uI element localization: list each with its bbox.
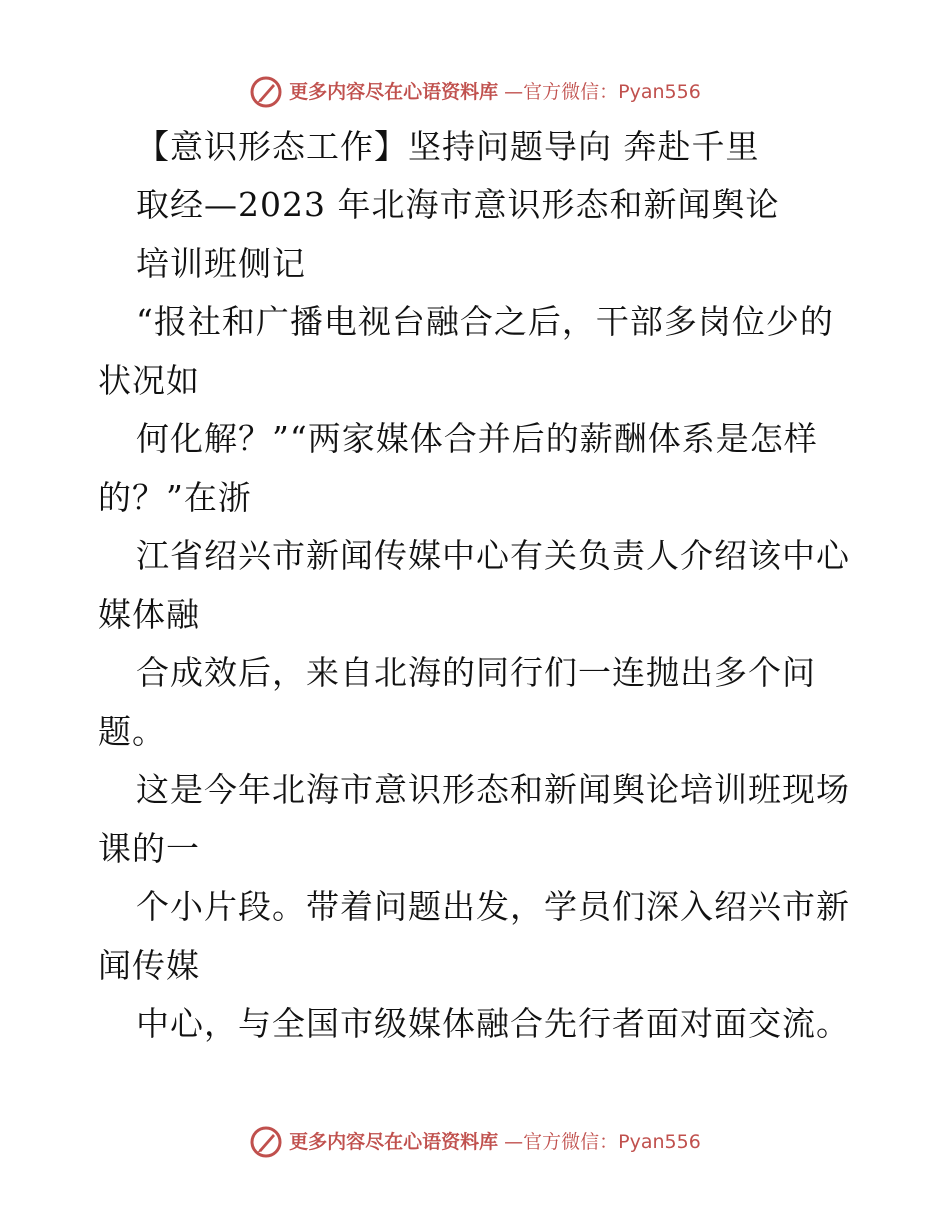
watermark-main-text: 更多内容尽在心语资料库 [289, 81, 499, 103]
body-line: 媒体融 [98, 595, 200, 634]
title-line-1: 【意识形态工作】坚持问题导向 奔赴千里 [136, 127, 760, 166]
watermark-main-text: 更多内容尽在心语资料库 [289, 1131, 499, 1153]
body-line: 状况如 [98, 361, 200, 400]
footer-watermark [0, 1125, 950, 1159]
quill-logo-icon [249, 75, 283, 109]
quill-logo-icon [249, 1125, 283, 1159]
body-line: 的？”在浙 [98, 478, 252, 517]
watermark-contact-text: —官方微信：Pyan556 [504, 1131, 701, 1153]
header-watermark [0, 75, 950, 109]
body-line: 中心，与全国市级媒体融合先行者面对面交流。 [136, 1004, 850, 1043]
body-line: 合成效后，来自北海的同行们一连抛出多个问 [136, 653, 816, 692]
body-line: 闻传媒 [98, 946, 200, 985]
title-line-3: 培训班侧记 [136, 244, 306, 283]
body-line: 何化解？”“两家媒体合并后的薪酬体系是怎样 [136, 419, 818, 458]
body-line: 课的一 [98, 829, 200, 868]
body-line: 江省绍兴市新闻传媒中心有关负责人介绍该中心 [136, 536, 850, 575]
body-line: 题。 [98, 712, 166, 751]
body-line: 个小片段。带着问题出发，学员们深入绍兴市新 [136, 887, 850, 926]
title-line-2: 取经—2023 年北海市意识形态和新闻舆论 [136, 185, 780, 224]
watermark-contact-text: —官方微信：Pyan556 [504, 81, 701, 103]
body-line: 这是今年北海市意识形态和新闻舆论培训班现场 [136, 770, 850, 809]
body-line: “报社和广播电视台融合之后，干部多岗位少的 [136, 302, 834, 341]
